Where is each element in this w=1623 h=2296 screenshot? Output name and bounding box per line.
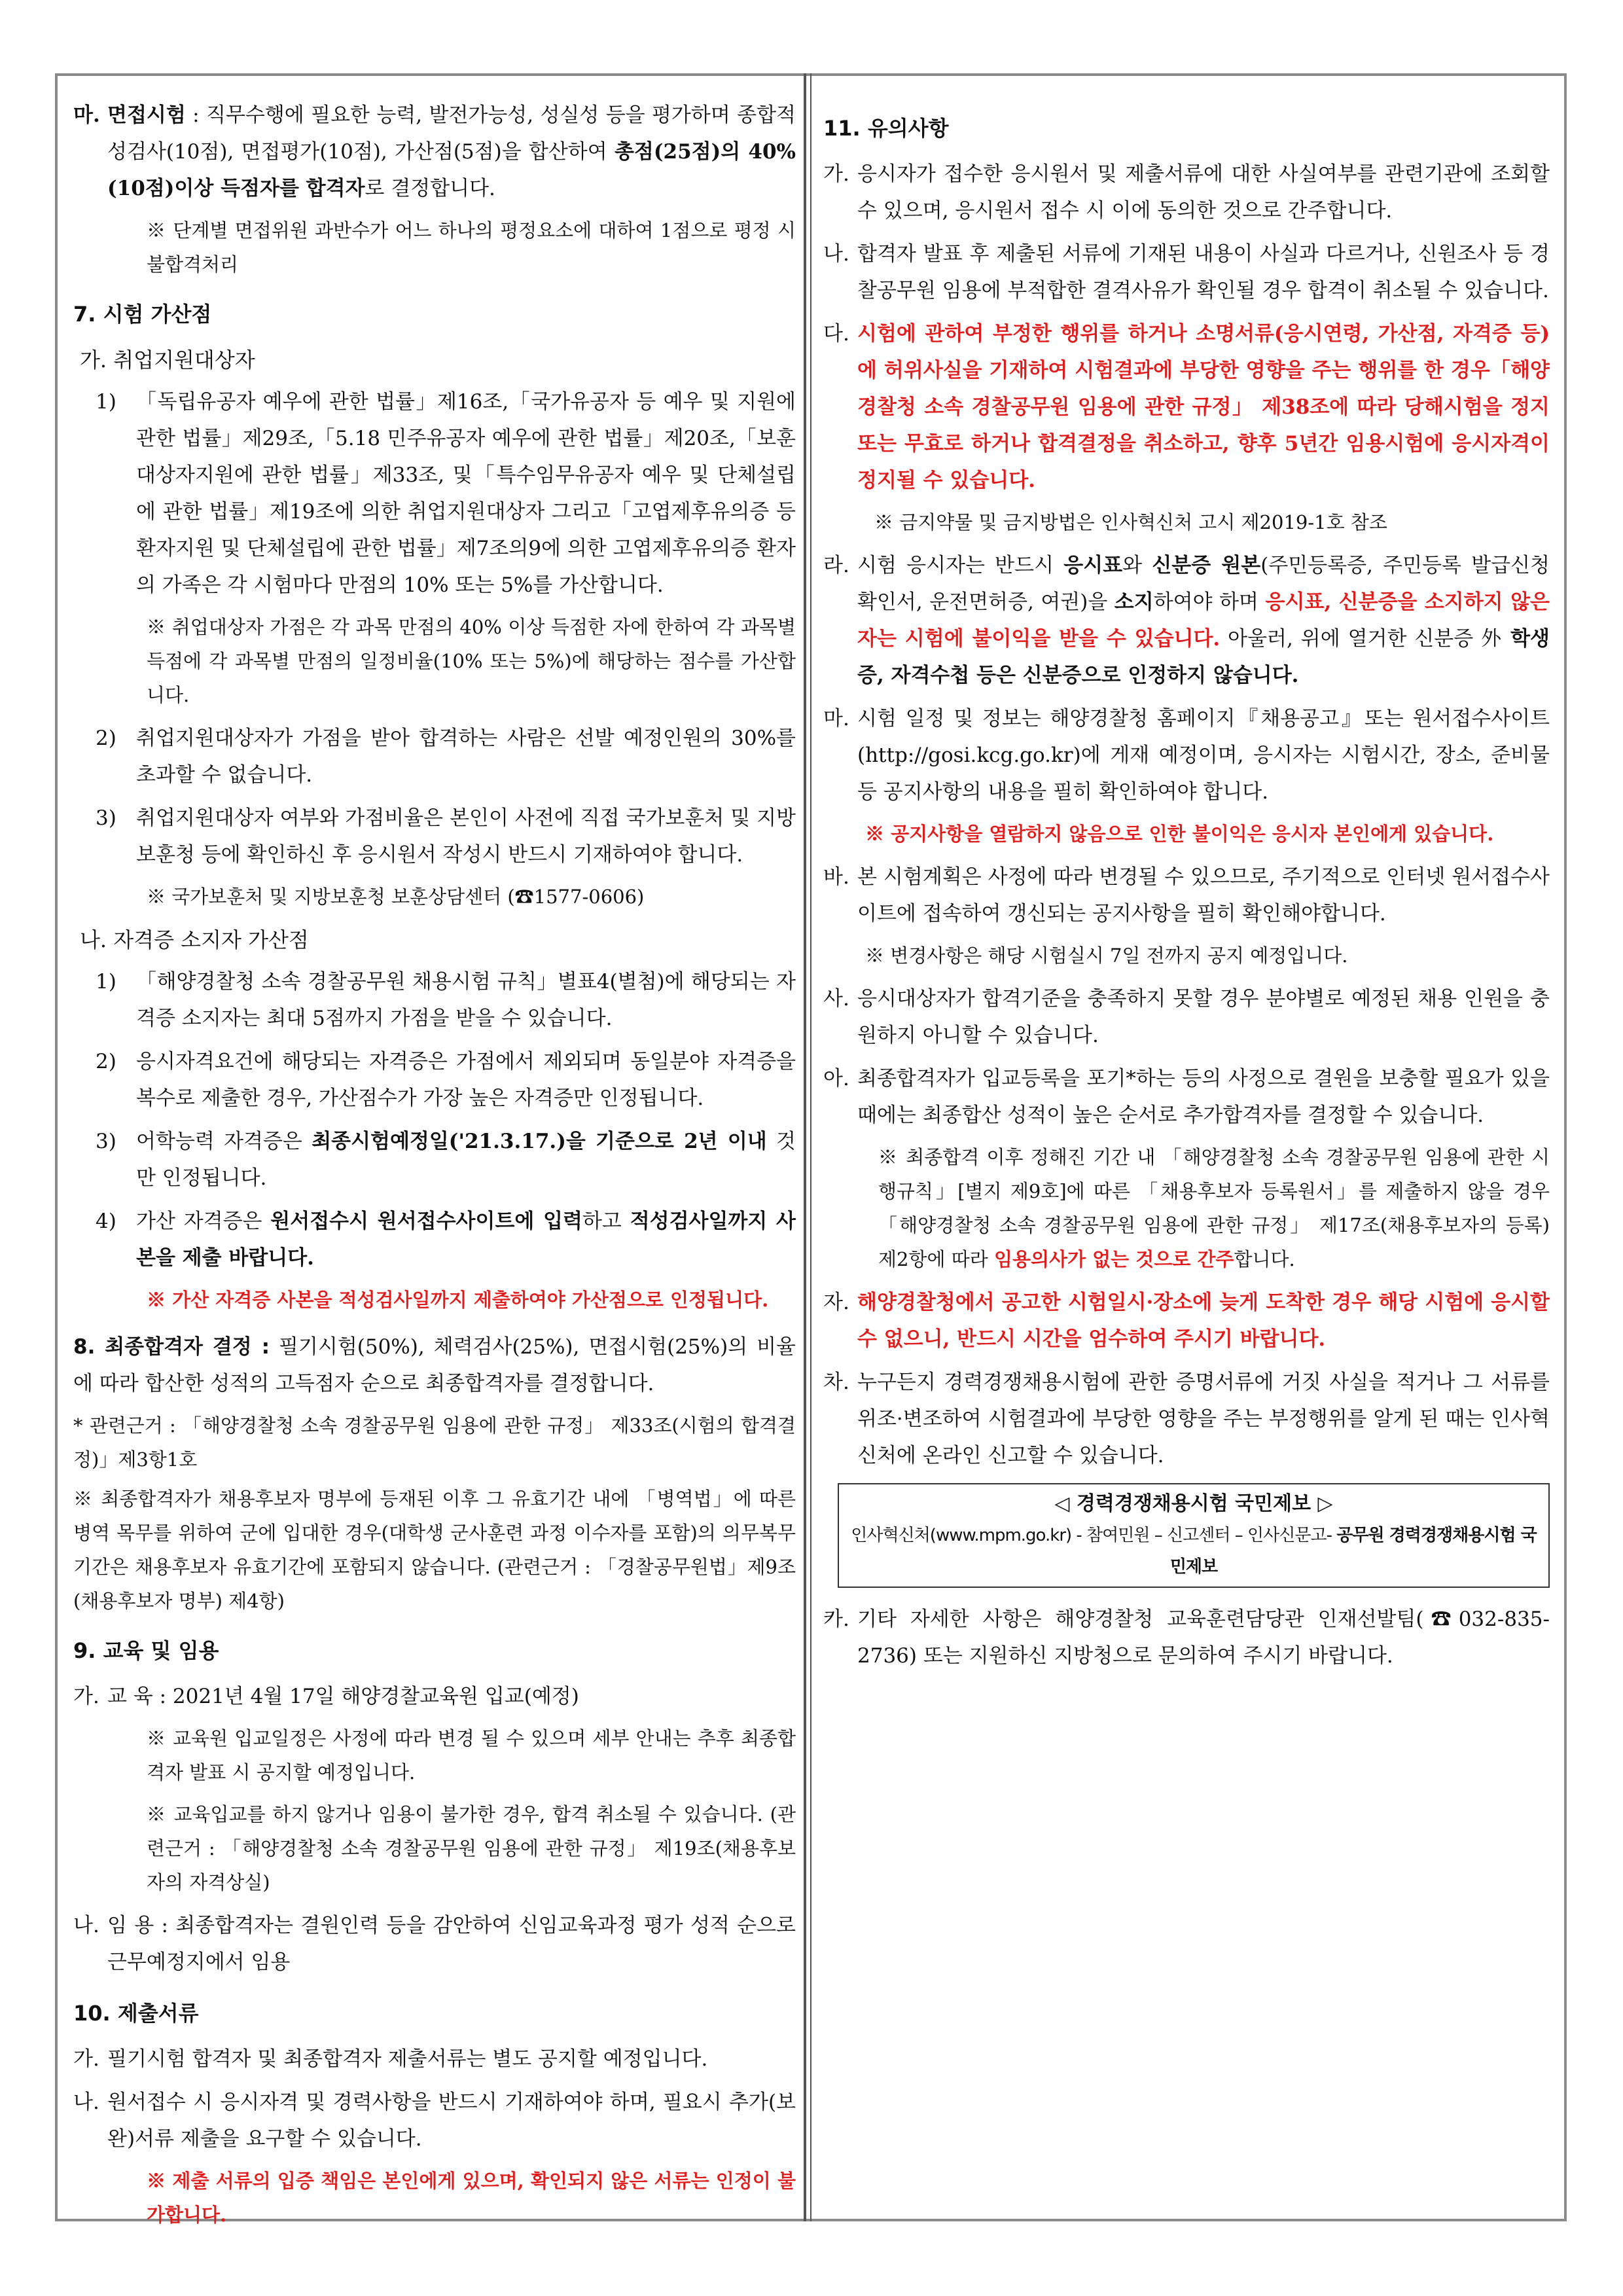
interview-exam-lead: 면접시험 xyxy=(107,103,186,127)
interview-exam-bold: 총점(25점)의 40% (10점)이상 득점자를 합격자 xyxy=(107,140,796,200)
report-box-title: ◁ 경력경쟁채용시험 국민제보 ▷ xyxy=(1054,1492,1333,1515)
s7-b3: 3) 어학능력 자격증은 최종시험예정일('21.3.17.)을 기준으로 2년 이내 것만 인정됩니다. xyxy=(96,1130,796,1190)
s7-b2: 2) 응시자격요건에 해당되는 자격증은 가점에서 제외되며 동일분야 자격증을 복수로 제출한 경우, 가산점수가 가장 높은 자격증만 인정됩니다. xyxy=(96,1050,796,1110)
section-7-title: 7. 시험 가산점 xyxy=(73,302,212,327)
s11-ja: 자. 해양경찰청에서 공고한 시험일시·장소에 늦게 도착한 경우 해당 시험에 응시할 수 없으니, 반드시 시간을 엄수하여 주시기 바랍니다. xyxy=(823,1291,1550,1351)
s9-a: 가. 교 육 : 2021년 4월 17일 해양경찰교육원 입교(예정) xyxy=(73,1685,579,1708)
interview-note: ※ 단계별 면접위원 과반수가 어느 하나의 평정요소에 대하여 1점으로 평정 시 불합격처리 xyxy=(147,219,796,276)
s11-a: 아. 최종합격자가 입교등록을 포기*하는 등의 사정으로 결원을 보충할 필요가 있을 때에는 최종합산 성적이 높은 순서로 추가합격자를 결정할 수 있습니다. xyxy=(823,1067,1550,1127)
s7-a2: 2) 취업지원대상자가 가점을 받아 합격하는 사람은 선발 예정인원의 30%를 초과할 수 없습니다. xyxy=(96,726,796,787)
left-column xyxy=(73,97,796,2240)
s11-da-note: ※ 금지약물 및 금지방법은 인사혁신처 고시 제2019-1호 참조 xyxy=(874,511,1387,533)
s7-a3: 3) 취업지원대상자 여부와 가점비율은 본인이 사전에 직접 국가보훈처 및 지방보훈청 등에 확인하신 후 응시원서 작성시 반드시 기재하여야 합니다. xyxy=(96,806,796,867)
right-column xyxy=(823,97,1550,1681)
s11-sa: 사. 응시대상자가 합격기준을 충족하지 못할 경우 분야별로 예정된 채용 인원을 충원하지 아니할 수 있습니다. xyxy=(823,987,1550,1047)
s8-note2: ※ 최종합격자가 채용후보자 명부에 등재된 이후 그 유효기간 내에 「병역법」에 따른 병역 목무를 위하여 군에 입대한 경우(대학생 군사훈련 과정 이수자를 포함)의 의무복무기간은 채용후보자 유효기간에 포함되지 않습니다. (관련근거 : 「경찰공무원법」제9조(채용후보자 명부) 제4항) xyxy=(73,1488,796,1612)
column-divider xyxy=(804,73,806,2221)
s9-a-note1: ※ 교육원 입교일정은 사정에 따라 변경 될 수 있으며 세부 안내는 추후 최종합격자 발표 시 공지할 예정입니다. xyxy=(147,1727,796,1784)
item-marker: 마. xyxy=(73,103,100,127)
s11-ma: 마. 시험 일정 및 정보는 해양경찰청 홈페이지『채용공고』또는 원서접수사이트(http://gosi.kcg.go.kr)에 게재 예정이며, 응시자는 시험시간, 장소, 준비물 등 공지사항의 내용을 필히 확인하여야 합니다. xyxy=(823,707,1550,804)
s11-a-note: ※ 최종합격 이후 정해진 기간 내 「해양경찰청 소속 경찰공무원 임용에 관한 시행규칙」[별지 제9호]에 따른 「채용후보자 등록원서」를 제출하지 않을 경우「해양경찰청 소속 경찰공무원 임용에 관한 규정」 제17조(채용후보자의 등록) 제2항에 따라 임용의사가 없는 것으로 간주합니다. xyxy=(878,1146,1550,1270)
s11-na: 나. 합격자 발표 후 제출된 서류에 기재된 내용이 사실과 다르거나, 신원조사 등 경찰공무원 임용에 부적합한 결격사유가 확인될 경우 합격이 취소될 수 있습니다. xyxy=(823,242,1550,302)
s9-b: 나. 임 용 : 최종합격자는 결원인력 등을 감안하여 신임교육과정 평가 성적 순으로 근무예정지에서 임용 xyxy=(73,1914,796,1974)
s11-da: 다. 시험에 관하여 부정한 행위를 하거나 소명서류(응시연령, 가산점, 자격증 등)에 허위사실을 기재하여 시험결과에 부당한 영향을 주는 행위를 한 경우「해양경찰청 소속 경찰공무원 임용에 관한 규정」 제38조에 따라 당해시험을 정지 또는 무효로 하거나 합격결정을 취소하고, 향후 5년간 임용시험에 응시자격이 정지될 수 있습니다. xyxy=(823,322,1550,492)
public-report-box xyxy=(838,1483,1550,1588)
s8-note1: * 관련근거 : 「해양경찰청 소속 경찰공무원 임용에 관한 규정」 제33조(시험의 합격결정)」제3항1호 xyxy=(73,1414,796,1471)
section-11-title: 11. 유의사항 xyxy=(823,116,949,141)
section-10-title: 10. 제출서류 xyxy=(73,2001,199,2026)
column-divider-inner xyxy=(810,73,812,2221)
s11-ra: 라. 시험 응시자는 반드시 응시표와 신분증 원본(주민등록증, 주민등록 발급신청 확인서, 운전면허증, 여권)을 소지하여야 하며 응시표, 신분증을 소지하지 않은 자는 시험에 불이익을 받을 수 있습니다. 아울러, 위에 열거한 신분증 外 학생증, 자격수첩 등은 신분증으로 인정하지 않습니다. xyxy=(823,554,1550,687)
s10-b-note: ※ 제출 서류의 입증 책임은 본인에게 있으며, 확인되지 않은 서류는 인정이 불가합니다. xyxy=(147,2170,796,2226)
s9-a-note2: ※ 교육입교를 하지 않거나 임용이 불가한 경우, 합격 취소될 수 있습니다. (관련근거 : 「해양경찰청 소속 경찰공무원 임용에 관한 규정」 제19조(채용후보자의 자격상실) xyxy=(147,1803,796,1893)
s11-ba-note: ※ 변경사항은 해당 시험실시 7일 전까지 공지 예정입니다. xyxy=(865,944,1348,967)
section-8: 8. 최종합격자 결정 : 필기시험(50%), 체력검사(25%), 면접시험(25%)의 비율에 따라 합산한 성적의 고득점자 순으로 최종합격자를 결정합니다. xyxy=(73,1335,796,1395)
s10-a: 가. 필기시험 합격자 및 최종합격자 제출서류는 별도 공지할 예정입니다. xyxy=(73,2047,708,2071)
report-box-path: 인사혁신처(www.mpm.go.kr) - 참여민원 – 신고센터 – 인사신문고- 공무원 경력경쟁채용시험 국민제보 xyxy=(851,1526,1537,1577)
s7-a3-note: ※ 국가보훈처 및 지방보훈청 보훈상담센터 (☎1577-0606) xyxy=(147,886,645,908)
s7-a1: 1) 「독립유공자 예우에 관한 법률」제16조,「국가유공자 등 예우 및 지원에 관한 법률」제29조,「5.18 민주유공자 예우에 관한 법률」제20조,「보훈대상자지원에 관한 법률」제33조, 및「특수임무유공자 예우 및 단체설립에 관한 법률」제19조에 의한 취업지원대상자 그리고「고엽제후유의증 등 환자지원 및 단체설립에 관한 법률」제7조의9에 의한 고엽제후유의증 환자의 가족은 각 시험마다 만점의 10% 또는 5%를 가산합니다. xyxy=(96,390,796,597)
section-7a-title: 가. 취업지원대상자 xyxy=(80,348,255,372)
interview-exam-text: : 직무수행에 필요한 능력, 발전가능성, 성실성 등을 평가하며 종합적성검사(10점), 면접평가(10점), 가산점(5점)을 합산하여 xyxy=(107,103,796,164)
s7-b1: 1) 「해양경찰청 소속 경찰공무원 채용시험 규칙」별표4(별첨)에 해당되는 자격증 소지자는 최대 5점까지 가점을 받을 수 있습니다. xyxy=(96,970,796,1030)
section-7b-title: 나. 자격증 소지자 가산점 xyxy=(80,927,309,952)
s11-ga: 가. 응시자가 접수한 응시원서 및 제출서류에 대한 사실여부를 관련기관에 조회할 수 있으며, 응시원서 접수 시 이에 동의한 것으로 간주합니다. xyxy=(823,162,1550,223)
s11-ka: 카. 기타 자세한 사항은 해양경찰청 교육훈련담당관 인재선발팀(☎032-835-2736) 또는 지원하신 지방청으로 문의하여 주시기 바랍니다. xyxy=(823,1607,1550,1668)
interview-exam-text-end: 로 결정합니다. xyxy=(365,177,495,200)
s11-cha: 차. 누구든지 경력경쟁채용시험에 관한 증명서류에 거짓 사실을 적거나 그 서류를 위조·변조하여 시험결과에 부당한 영향을 주는 부정행위를 알게 된 때는 인사혁신처에 온라인 신고할 수 있습니다. xyxy=(823,1371,1550,1467)
s7-b4: 4) 가산 자격증은 원서접수시 원서접수사이트에 입력하고 적성검사일까지 사본을 제출 바랍니다. xyxy=(96,1210,796,1270)
s11-ma-note: ※ 공지사항을 열람하지 않음으로 인한 불이익은 응시자 본인에게 있습니다. xyxy=(865,823,1494,845)
s7-b4-note: ※ 가산 자격증 사본을 적성검사일까지 제출하여야 가산점으로 인정됩니다. xyxy=(147,1289,769,1311)
section-9-title: 9. 교육 및 임용 xyxy=(73,1638,219,1663)
interview-exam-paragraph xyxy=(73,97,796,207)
s11-ba: 바. 본 시험계획은 사정에 따라 변경될 수 있으므로, 주기적으로 인터넷 원서접수사이트에 접속하여 갱신되는 공지사항을 필히 확인해야합니다. xyxy=(823,865,1550,925)
s7-a1-note: ※ 취업대상자 가점은 각 과목 만점의 40% 이상 득점한 자에 한하여 각 과목별 득점에 각 과목별 만점의 일정비율(10% 또는 5%)에 해당하는 점수를 가산합니다. xyxy=(147,616,796,706)
section-8-title: 8. 최종합격자 결정 : xyxy=(73,1335,270,1359)
s10-b: 나. 원서접수 시 응시자격 및 경력사항을 반드시 기재하여야 하며, 필요시 추가(보완)서류 제출을 요구할 수 있습니다. xyxy=(73,2090,796,2151)
